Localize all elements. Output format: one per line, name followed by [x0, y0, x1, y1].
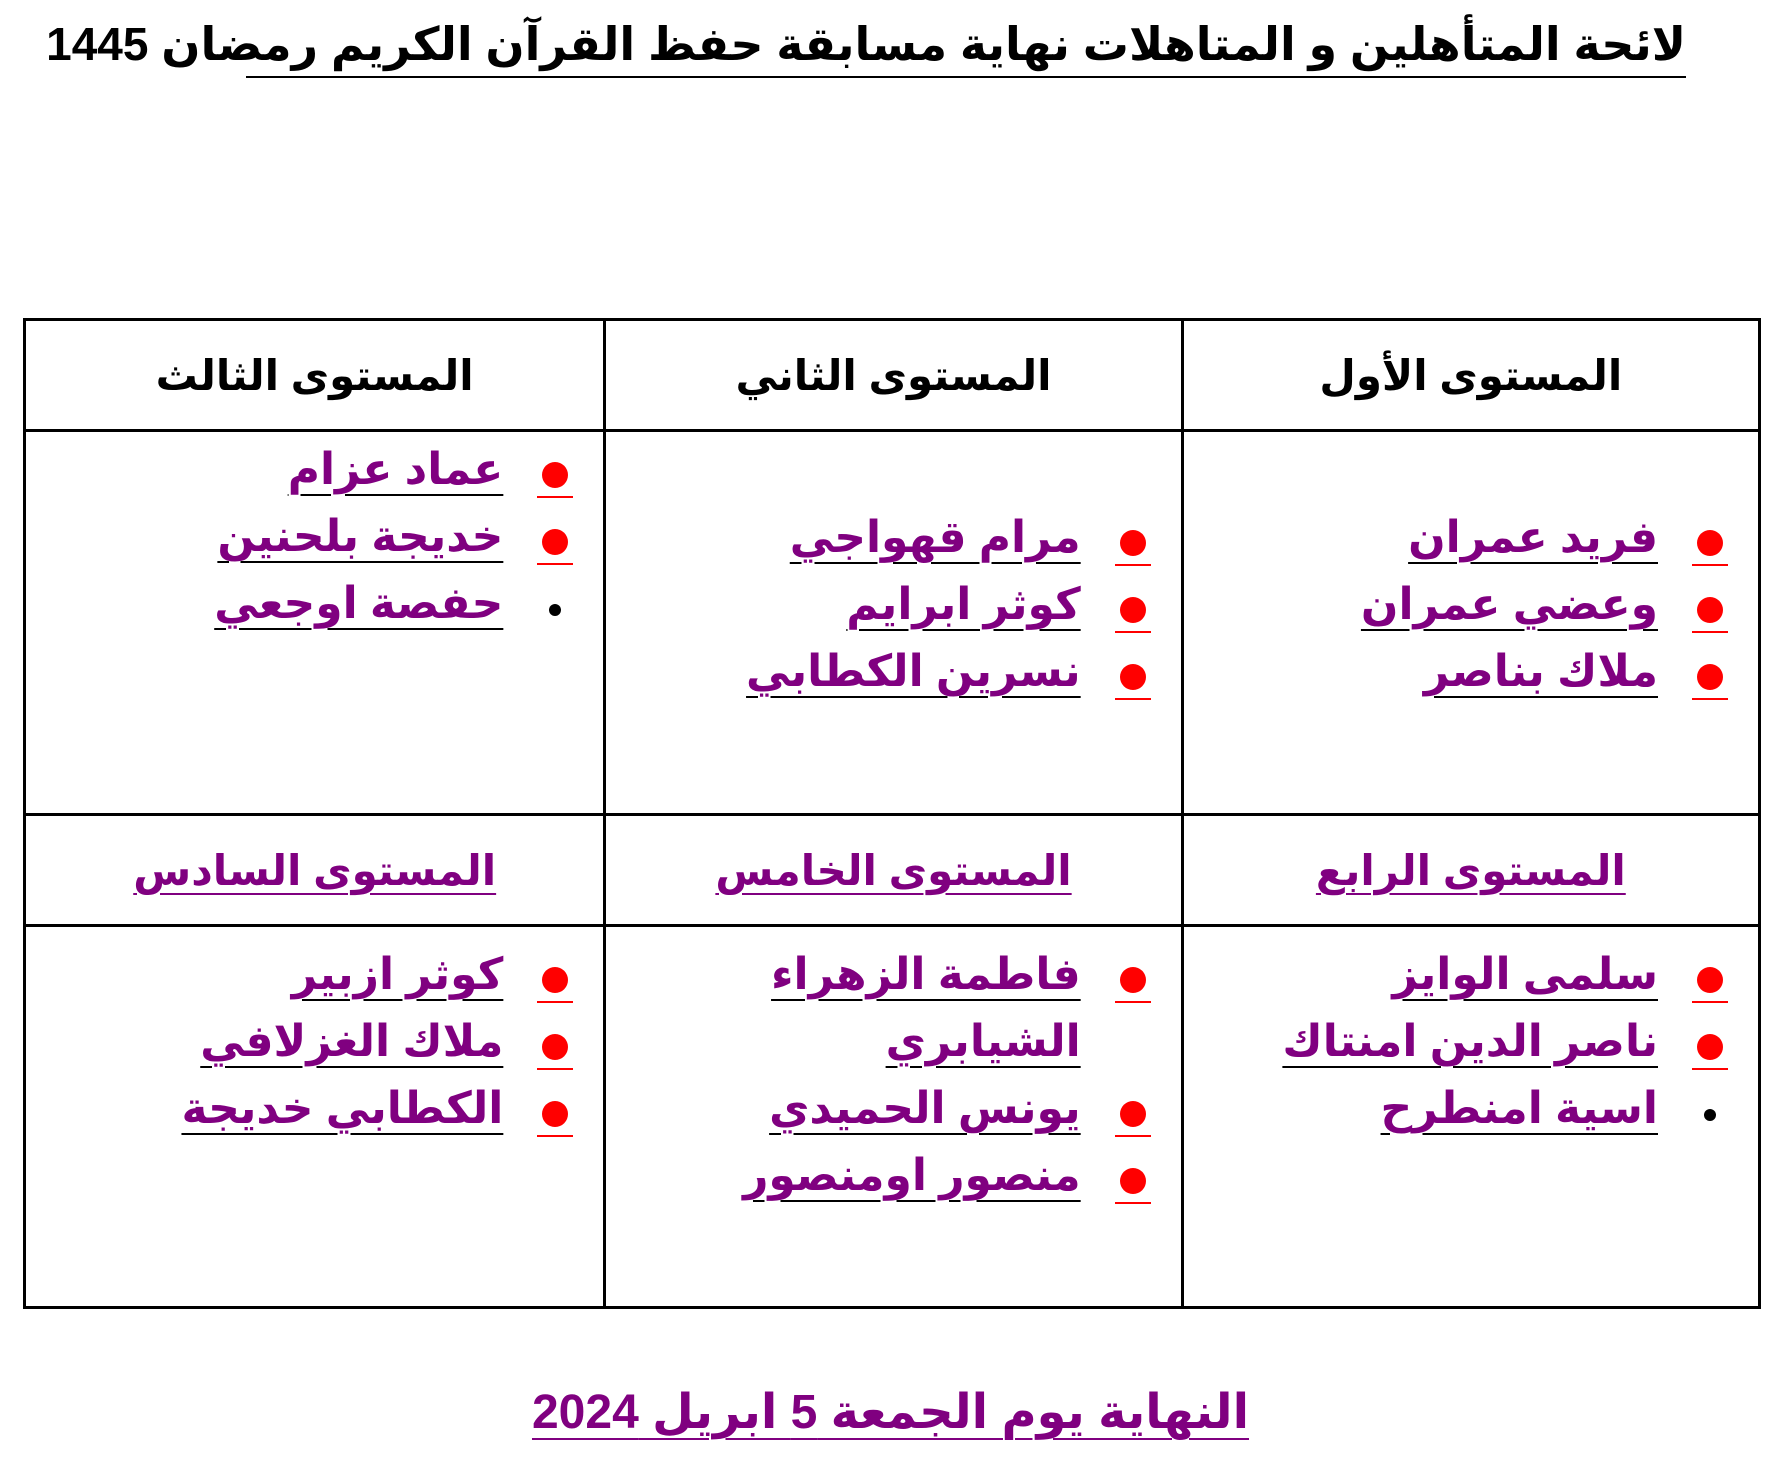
level-1-list-cell [1181, 432, 1758, 816]
list-item: يونس الحميدي [743, 1083, 1081, 1150]
level-3-heading: المستوى الثالث [26, 321, 603, 432]
red-bullet-icon [1115, 1101, 1151, 1141]
list-item: مرام قهواجي [746, 512, 1081, 579]
list-item: سلمى الوايز [1282, 949, 1658, 1016]
red-bullet-icon [1692, 664, 1728, 704]
red-bullet-icon [537, 1101, 573, 1141]
level-3-list-cell [26, 432, 603, 816]
level-5-list-cell [603, 927, 1180, 1306]
level-1-heading: المستوى الأول [1181, 321, 1758, 432]
page-title: لائحة المتأهلين و المتاهلات نهاية مسابقة حفظ القرآن الكريم رمضان 1445 [246, 14, 1686, 78]
list-item: الكطابي خديجة [181, 1083, 503, 1150]
red-bullet-icon [1115, 1168, 1151, 1208]
level-4-list-cell [1181, 927, 1758, 1306]
black-bullet-icon [1692, 1101, 1728, 1141]
level-4-heading: المستوى الرابع [1181, 816, 1758, 927]
red-bullet-icon [1115, 664, 1151, 704]
red-bullet-icon [537, 462, 573, 502]
level-2-list [746, 512, 1081, 713]
list-item: فريد عمران [1361, 512, 1658, 579]
level-3-list [214, 444, 503, 645]
list-item: ناصر الدين امنتاك [1282, 1016, 1658, 1083]
list-item: كوثر ازبير [181, 949, 503, 1016]
list-item: كوثر ابرايم [746, 579, 1081, 646]
list-item: اسية امنطرح [1282, 1083, 1658, 1150]
final-date: النهاية يوم الجمعة 5 ابريل 2024 [531, 1386, 1250, 1439]
level-4-list [1282, 949, 1658, 1150]
list-item: خديجة بلحنين [214, 511, 503, 578]
list-item: الشيابري [885, 1017, 1081, 1066]
red-bullet-icon [1115, 530, 1151, 570]
red-bullet-icon [537, 529, 573, 569]
red-bullet-icon [1692, 530, 1728, 570]
list-item: ملاك الغزلافي [181, 1016, 503, 1083]
level-2-heading: المستوى الثاني [603, 321, 1180, 432]
list-item: ملاك بناصر [1361, 646, 1658, 713]
list-item: نسرين الكطابي [746, 646, 1081, 713]
list-item: عماد عزام [214, 444, 503, 511]
black-bullet-icon [537, 596, 573, 636]
level-6-list [181, 949, 503, 1150]
level-1-list [1361, 512, 1658, 713]
red-bullet-icon [1692, 597, 1728, 637]
list-item: حفصة اوجعي [214, 578, 503, 645]
red-bullet-icon [1115, 967, 1151, 1007]
level-2-list-cell [603, 432, 1180, 816]
red-bullet-icon [1692, 1034, 1728, 1074]
level-6-list-cell [26, 927, 603, 1306]
level-6-heading: المستوى السادس [26, 816, 603, 927]
level-5-heading: المستوى الخامس [603, 816, 1180, 927]
levels-table [23, 318, 1761, 1309]
list-item: وعضي عمران [1361, 579, 1658, 646]
list-item: منصور اومنصور [743, 1150, 1081, 1217]
list-item: فاطمة الزهراء [743, 949, 1081, 1016]
red-bullet-icon [1692, 967, 1728, 1007]
red-bullet-icon [1115, 597, 1151, 637]
red-bullet-icon [537, 967, 573, 1007]
level-5-list [743, 949, 1081, 1217]
red-bullet-icon [537, 1034, 573, 1074]
